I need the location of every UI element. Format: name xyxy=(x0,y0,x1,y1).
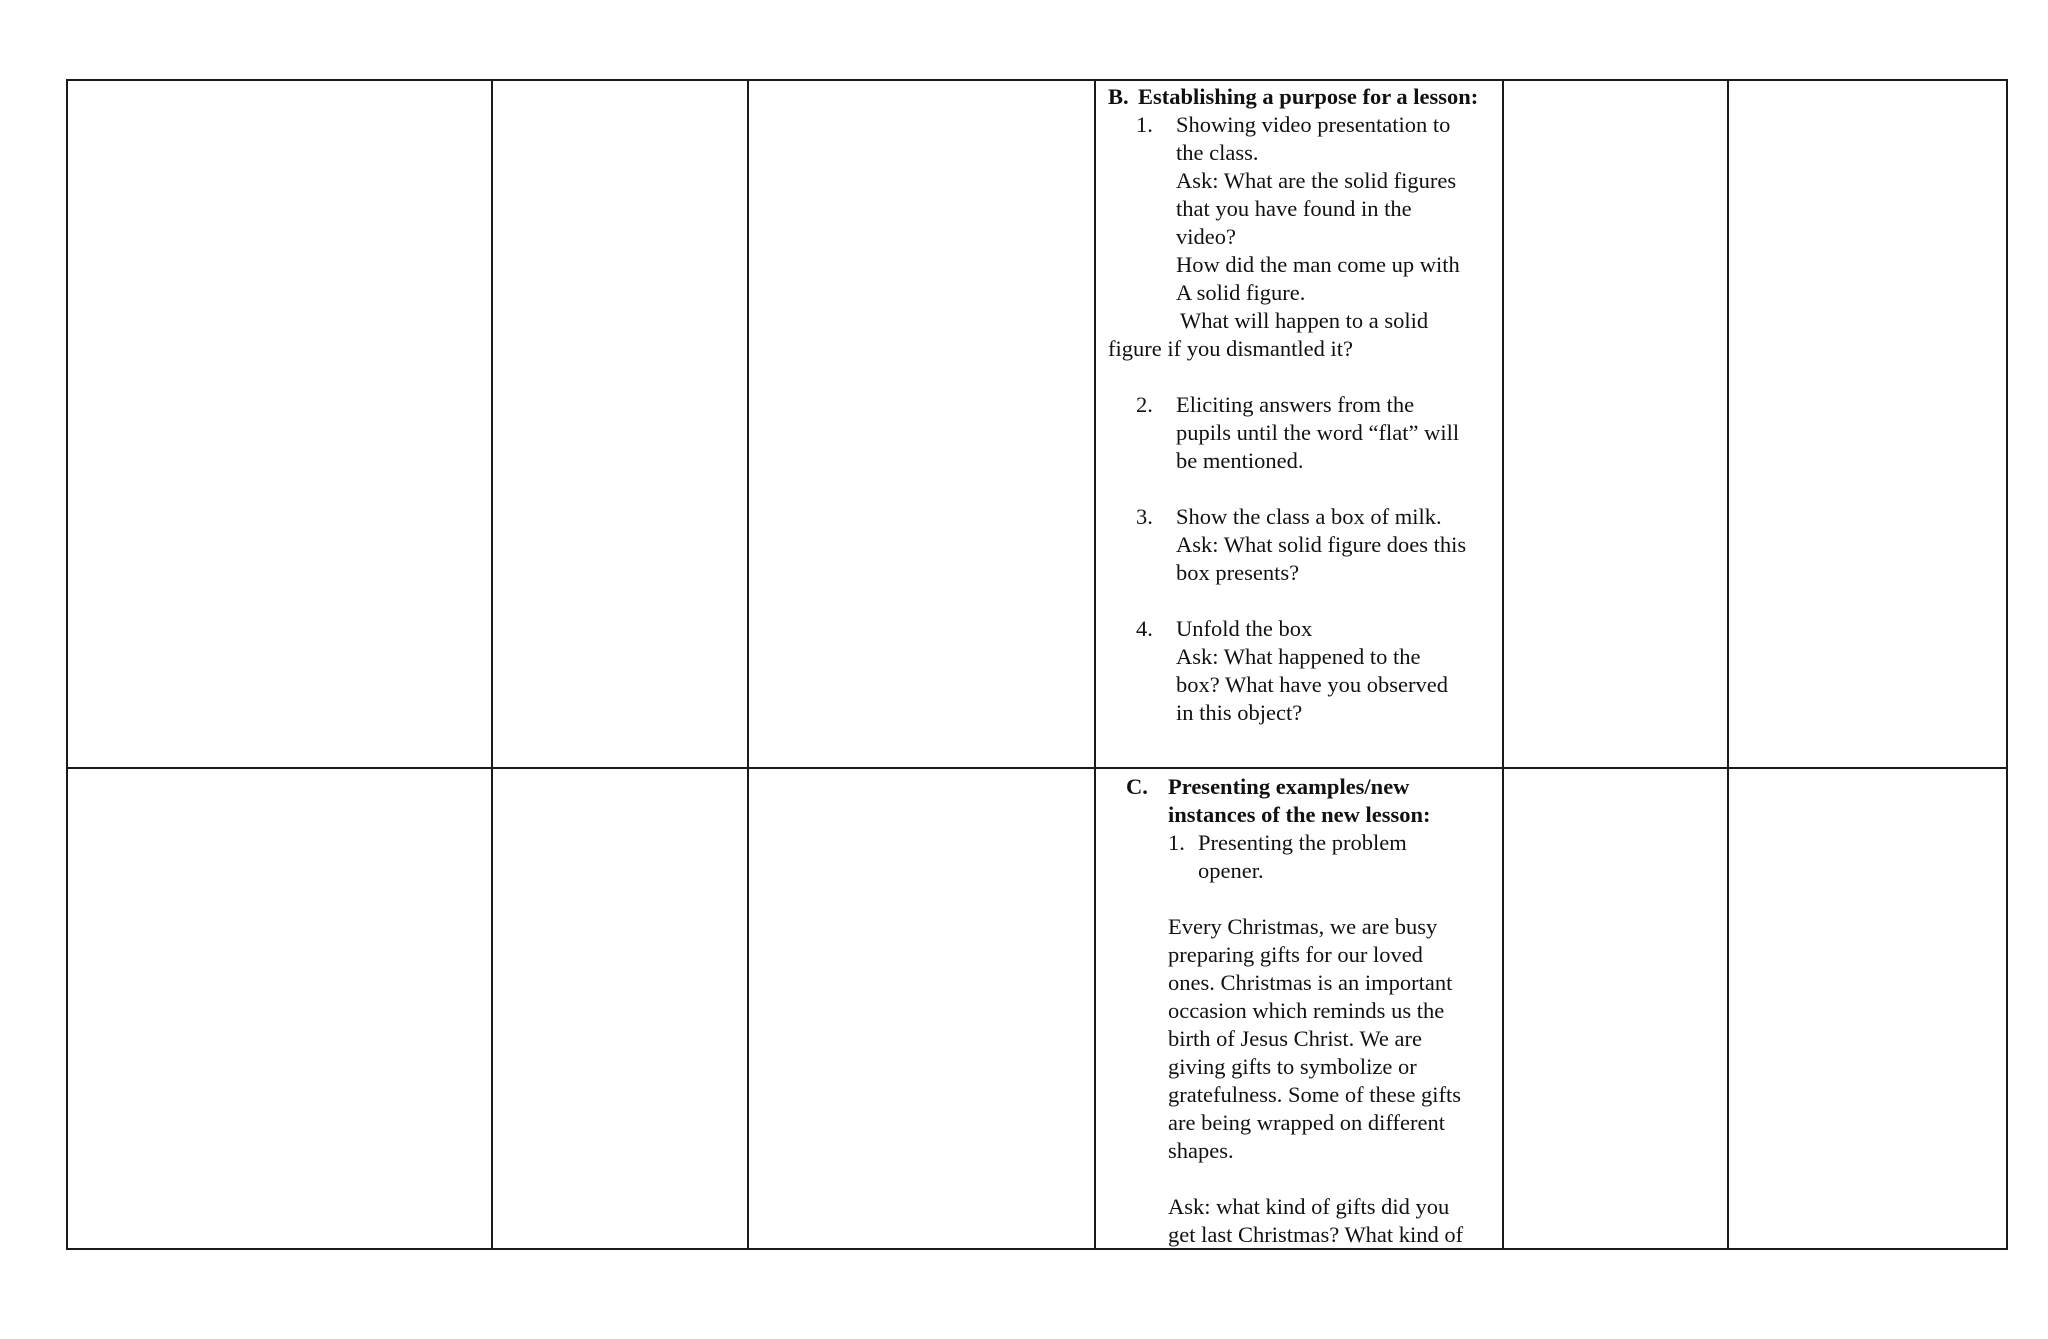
item-number: 4. xyxy=(1136,616,1153,641)
item-text: Presenting the problem xyxy=(1198,830,1407,855)
question-line: What will happen to a solid xyxy=(1180,308,1429,333)
table-row xyxy=(67,768,2007,1249)
item-text: video? xyxy=(1176,224,1236,249)
procedure-cell-b xyxy=(1095,80,1503,768)
empty-cell xyxy=(1503,768,1728,1249)
lesson-plan-table xyxy=(66,79,2008,1250)
item-text: box presents? xyxy=(1176,560,1300,585)
item-text: Ask: What solid figure does this xyxy=(1176,532,1467,557)
paragraph-line: giving gifts to symbolize or xyxy=(1168,1054,1417,1079)
section-c-letter: C. xyxy=(1126,774,1148,799)
section-b-letter: B. xyxy=(1108,84,1129,109)
paragraph-line: Every Christmas, we are busy xyxy=(1168,914,1438,939)
item-text: in this object? xyxy=(1176,700,1303,725)
item-number: 1. xyxy=(1168,830,1185,855)
empty-cell xyxy=(492,80,748,768)
empty-cell xyxy=(67,80,492,768)
item-text: that you have found in the xyxy=(1176,196,1412,221)
section-c-heading xyxy=(1126,773,1492,829)
item-number: 2. xyxy=(1136,392,1153,417)
section-c-list xyxy=(1126,829,1492,885)
paragraph-line: ones. Christmas is an important xyxy=(1168,970,1453,995)
section-b-heading xyxy=(1108,83,1490,111)
item-text: opener. xyxy=(1198,858,1264,883)
item-text: Eliciting answers from the xyxy=(1176,392,1415,417)
empty-cell xyxy=(748,80,1095,768)
item-text: box? What have you observed xyxy=(1176,672,1448,697)
paragraph-line: get last Christmas? What kind of xyxy=(1168,1222,1464,1247)
section-c-title: Presenting examples/new instances of the new lesson: xyxy=(1168,774,1431,827)
list-item xyxy=(1108,111,1490,251)
paragraph-line: preparing gifts for our loved xyxy=(1168,942,1423,967)
item-text: Showing video presentation to xyxy=(1176,112,1451,137)
section-b-title: Establishing a purpose for a lesson: xyxy=(1138,84,1479,109)
list-item xyxy=(1108,391,1490,475)
item-number: 3. xyxy=(1136,504,1153,529)
paragraph-line: Ask: what kind of gifts did you xyxy=(1168,1194,1450,1219)
empty-cell xyxy=(67,768,492,1249)
section-b-list xyxy=(1108,111,1490,251)
section-b-list xyxy=(1108,503,1490,587)
item-text: the class. xyxy=(1176,140,1259,165)
item-text: be mentioned. xyxy=(1176,448,1304,473)
table-row xyxy=(67,80,2007,768)
question-line: figure if you dismantled it? xyxy=(1108,336,1353,361)
paragraph-line: are being wrapped on different xyxy=(1168,1110,1445,1135)
item-text: Show the class a box of milk. xyxy=(1176,504,1442,529)
empty-cell xyxy=(1503,80,1728,768)
item-text: Unfold the box xyxy=(1176,616,1313,641)
section-b-list xyxy=(1108,391,1490,475)
list-item xyxy=(1126,829,1492,885)
question-line: How did the man come up with xyxy=(1176,252,1460,277)
paragraph-line: occasion which reminds us the xyxy=(1168,998,1445,1023)
section-b-list xyxy=(1108,615,1490,727)
paragraph-line: shapes. xyxy=(1168,1138,1234,1163)
ask-paragraph xyxy=(1126,1193,1492,1248)
empty-cell xyxy=(1728,80,2007,768)
procedure-cell-c xyxy=(1095,768,1503,1249)
paragraph-line: birth of Jesus Christ. We are xyxy=(1168,1026,1422,1051)
empty-cell xyxy=(492,768,748,1249)
item-text: pupils until the word “flat” will xyxy=(1176,420,1460,445)
empty-cell xyxy=(748,768,1095,1249)
empty-cell xyxy=(1728,768,2007,1249)
list-item xyxy=(1108,503,1490,587)
paragraph-line: gratefulness. Some of these gifts xyxy=(1168,1082,1462,1107)
item-text: Ask: What are the solid figures xyxy=(1176,168,1457,193)
item-number: 1. xyxy=(1136,112,1153,137)
list-item xyxy=(1108,615,1490,727)
question-line: A solid figure. xyxy=(1176,280,1306,305)
item-text: Ask: What happened to the xyxy=(1176,644,1421,669)
problem-opener-paragraph xyxy=(1126,913,1492,1165)
